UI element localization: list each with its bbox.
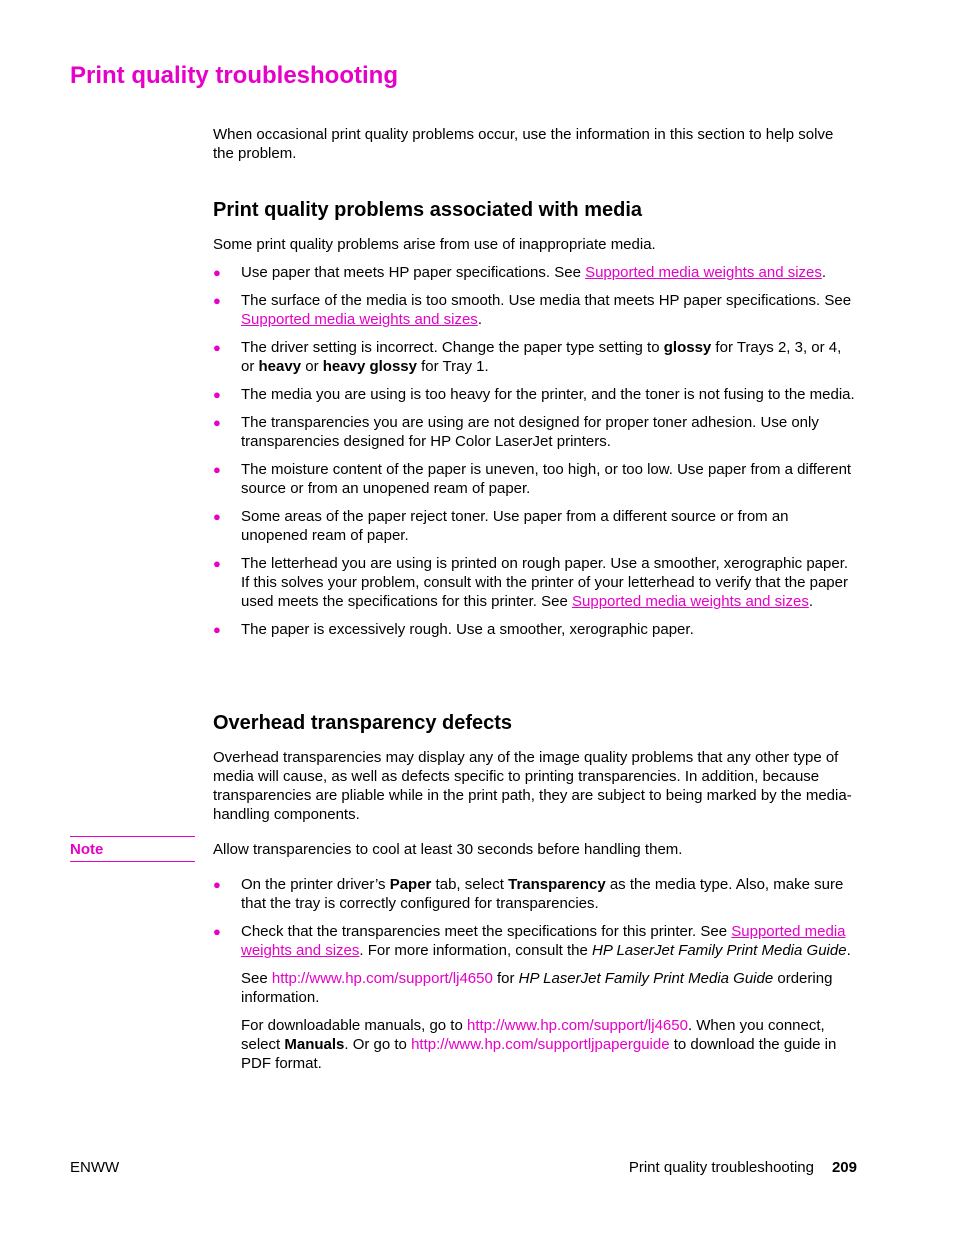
footer-right: [629, 1159, 857, 1176]
list-item: [213, 413, 858, 451]
intro-block: [213, 125, 858, 163]
bullet-icon: ●: [213, 293, 221, 308]
list-item-text: The transparencies you are using are not designed for proper toner adhesion. Use only transparencies designed for HP Color LaserJet printers.: [241, 414, 819, 450]
bullet-icon: ●: [213, 622, 221, 637]
media-weights-link[interactable]: Supported media weights and sizes: [585, 264, 822, 281]
list-item-text: The moisture content of the paper is uneven, too high, or too low. Use paper from a different source or from an unopened ream of paper.: [241, 461, 852, 497]
bullet-icon: ●: [213, 556, 221, 571]
download-text: . When you connect, select: [241, 1017, 825, 1053]
section-heading-transparency: Overhead transparency defects: [213, 712, 513, 734]
list-item: [213, 460, 858, 498]
bullet-icon: ●: [213, 415, 221, 430]
media-problem-list: [213, 263, 858, 639]
download-text: For downloadable manuals, go to: [241, 1017, 467, 1034]
ordering-text: ordering information.: [241, 970, 833, 1006]
see-paragraph: [213, 969, 858, 1007]
intro-paragraph: When occasional print quality problems occur, use the information in this section to help solve the problem.: [213, 126, 834, 162]
bullet-icon: ●: [213, 340, 221, 355]
note-label: Note: [70, 841, 104, 858]
footer-left: ENWW: [70, 1159, 120, 1176]
list-item: [213, 291, 858, 329]
list-item-text: Check that the transparencies meet the specifications for this printer. See: [241, 923, 732, 940]
list-item-text: . For more information, consult the: [359, 942, 593, 959]
download-text: to download the guide in PDF format.: [241, 1036, 837, 1072]
transparency-term: Transparency: [508, 876, 606, 893]
media-weights-link[interactable]: Supported media weights and sizes: [241, 311, 478, 328]
glossy-term: glossy: [663, 339, 712, 356]
note-callout: [70, 836, 195, 862]
footer-section-title: Print quality troubleshooting: [628, 1159, 814, 1176]
period: .: [821, 264, 827, 281]
section-transparency-lead: [213, 748, 858, 824]
manuals-term: Manuals: [284, 1036, 345, 1053]
period: .: [477, 311, 482, 328]
transparency-list: [213, 875, 858, 960]
list-item-text: or: [301, 358, 323, 375]
media-weights-link[interactable]: Supported media weights and sizes: [572, 593, 809, 610]
list-item: [213, 875, 858, 913]
note-text: Allow transparencies to cool at least 30 seconds before handling them.: [213, 841, 683, 858]
section-media-lead: Some print quality problems arise from use of inappropriate media.: [213, 236, 656, 253]
bullet-icon: ●: [213, 877, 221, 892]
period: .: [808, 593, 813, 610]
page-number: 209: [831, 1159, 857, 1176]
list-item-text: On the printer driver’s: [241, 876, 390, 893]
list-item-text: Use paper that meets HP paper specifications. See: [241, 264, 586, 281]
list-item: [213, 263, 858, 282]
section-media-body: [213, 235, 858, 648]
list-item-text: as the media type. Also, make sure that the tray is correctly configured for transparencies.: [241, 876, 844, 912]
note-body: [213, 840, 858, 859]
list-item: [213, 620, 858, 639]
bullet-icon: ●: [213, 462, 221, 477]
paper-guide-link[interactable]: http://www.hp.com/supportljpaperguide: [411, 1036, 670, 1053]
list-item-text: The media you are using is too heavy for the printer, and the toner is not fusing to the media.: [241, 386, 855, 403]
section-transparency-body: [213, 875, 858, 1082]
bullet-icon: ●: [213, 265, 221, 280]
bullet-icon: ●: [213, 509, 221, 524]
guide-title: HP LaserJet Family Print Media Guide: [592, 942, 847, 959]
see-text: See: [241, 970, 272, 987]
note-rule-bottom: [70, 861, 195, 862]
list-item-text: The surface of the media is too smooth. Use media that meets HP paper specifications. See: [241, 292, 852, 309]
bullet-icon: ●: [213, 387, 221, 402]
download-text: . Or go to: [344, 1036, 412, 1053]
list-item: [213, 922, 858, 960]
for-text: for: [492, 970, 519, 987]
bullet-icon: ●: [213, 924, 221, 939]
hp-support-link[interactable]: http://www.hp.com/support/lj4650: [466, 1017, 688, 1034]
list-item-text: for Tray 1.: [416, 358, 489, 375]
heavy-term: heavy: [258, 358, 302, 375]
transparency-lead-paragraph: Overhead transparencies may display any of the image quality problems that any other type of media will cause, as well as defects specific to printing transparencies. In addition, because transparencies are pliable while in the print path, they are subject to being marked by the media-handling components.: [213, 749, 852, 823]
page-title: Print quality troubleshooting: [70, 62, 398, 89]
list-item: [213, 338, 858, 376]
guide-title: HP LaserJet Family Print Media Guide: [518, 970, 774, 987]
list-item-text: The driver setting is incorrect. Change the paper type setting to: [241, 339, 664, 356]
list-item: [213, 554, 858, 611]
heavy-glossy-term: heavy glossy: [322, 358, 417, 375]
paper-tab-term: Paper: [389, 876, 432, 893]
list-item: [213, 385, 858, 404]
list-item-text: The letterhead you are using is printed on rough paper. Use a smoother, xerographic paper. If this solves your problem, consult with the printer of your letterhead to verify that the paper used meets the specifications for this printer. See: [241, 555, 849, 610]
list-item-text: for Trays 2, 3, or 4, or: [241, 339, 842, 375]
list-item-text: The paper is excessively rough. Use a smoother, xerographic paper.: [241, 621, 694, 638]
list-item-text: Some areas of the paper reject toner. Use paper from a different source or from an unopened ream of paper.: [241, 508, 789, 544]
media-weights-link[interactable]: Supported media weights and sizes: [241, 923, 846, 959]
download-paragraph: [213, 1016, 858, 1073]
list-item: [213, 507, 858, 545]
period: .: [846, 942, 851, 959]
hp-support-link[interactable]: http://www.hp.com/support/lj4650: [271, 970, 493, 987]
section-heading-media: Print quality problems associated with media: [213, 199, 642, 221]
list-item-text: tab, select: [431, 876, 509, 893]
